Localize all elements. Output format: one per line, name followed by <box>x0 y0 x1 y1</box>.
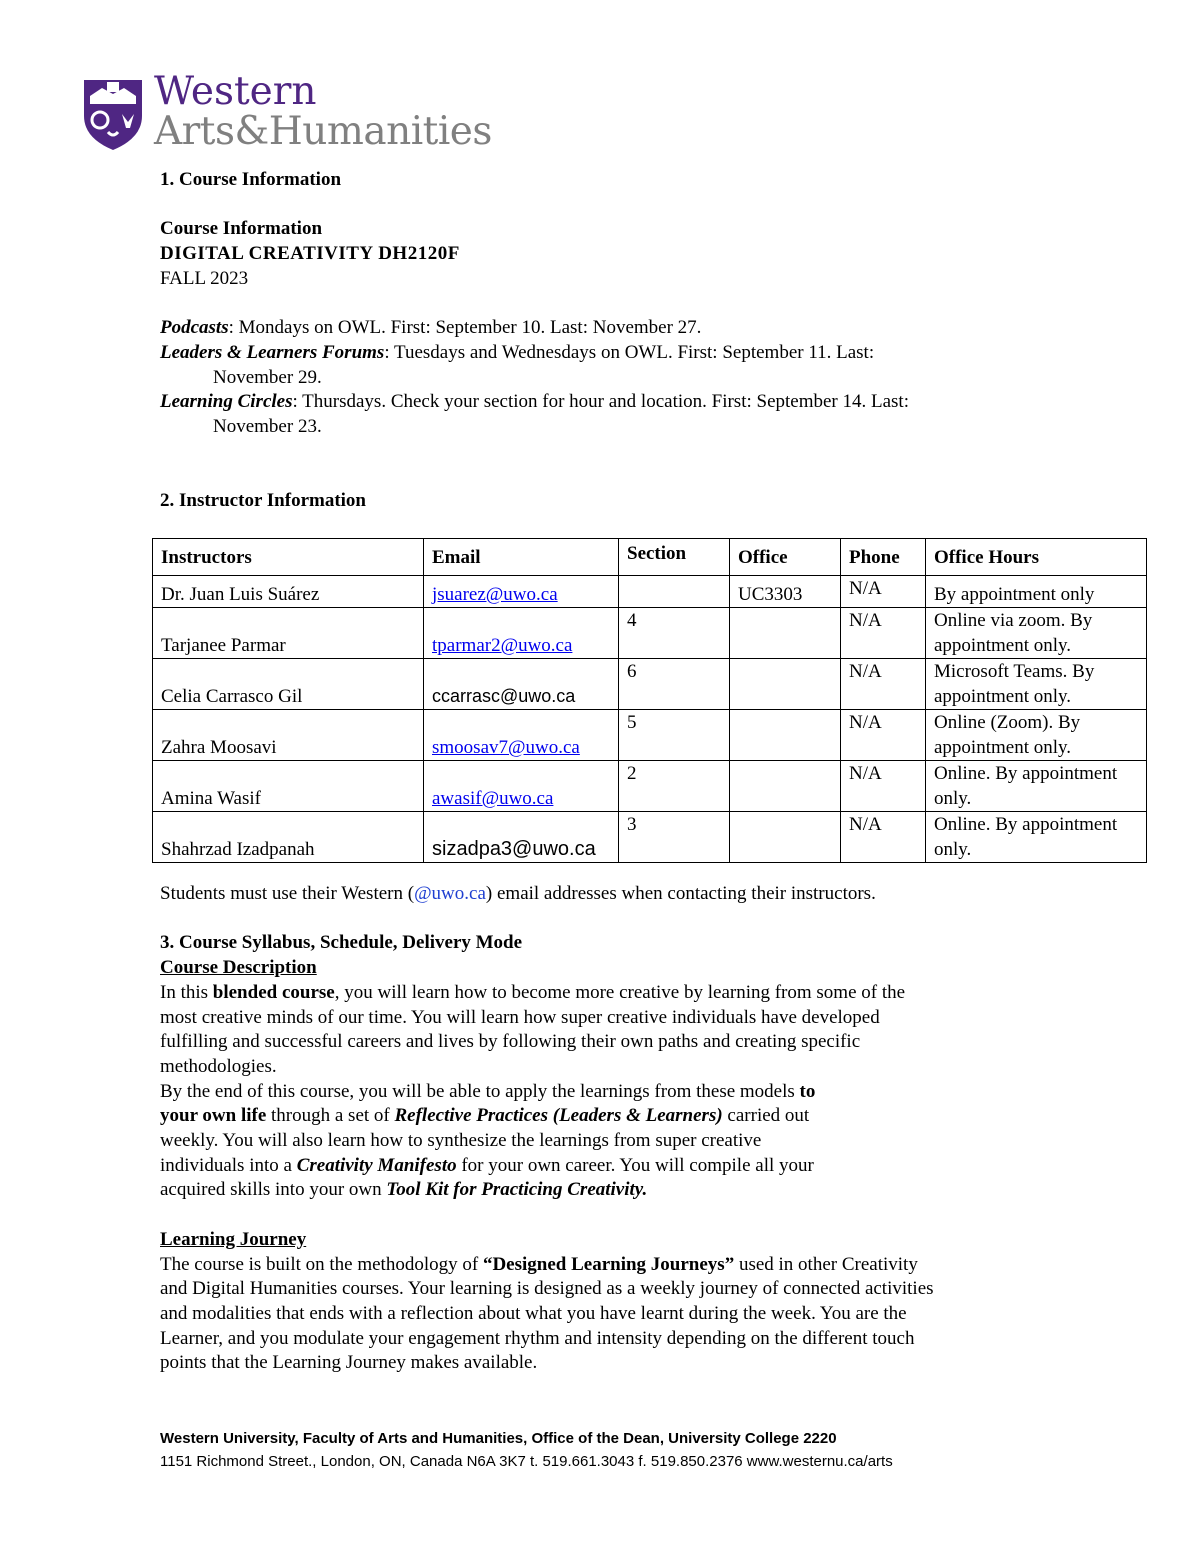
instructor-table <box>152 538 1147 863</box>
western-logo <box>80 69 510 156</box>
email-note <box>160 882 1150 907</box>
text: carried out <box>722 1105 810 1127</box>
instructor-section: 2 <box>619 761 730 812</box>
table-row <box>153 608 1147 659</box>
paragraph-line: and modalities that ends with a reflection about what you have learnt during the week. You are the <box>160 1302 907 1324</box>
table-header-row <box>153 539 1147 576</box>
logo-western-text: Western <box>154 69 317 114</box>
schedule-label: Podcasts <box>160 317 229 339</box>
bold-text: to <box>799 1080 816 1102</box>
instructor-office <box>730 710 841 761</box>
instructor-name: Celia Carrasco Gil <box>153 659 424 710</box>
instructor-phone: N/A <box>841 659 926 710</box>
email-link[interactable]: tparmar2@uwo.ca <box>432 635 573 656</box>
column-header: Email <box>424 539 619 576</box>
instructor-name: Zahra Moosavi <box>153 710 424 761</box>
instructor-section <box>619 576 730 608</box>
section3-heading: 3. Course Syllabus, Schedule, Delivery Mode <box>160 932 523 954</box>
text: through a set of <box>266 1105 395 1127</box>
paragraph-line: points that the Learning Journey makes available. <box>160 1352 538 1374</box>
paragraph-line <box>160 981 1150 1006</box>
instructor-phone: N/A <box>841 710 926 761</box>
note-email: @uwo.ca <box>414 883 486 904</box>
instructor-email <box>424 576 619 608</box>
instructor-hours: Online via zoom. By appointment only. <box>926 608 1147 659</box>
bold-italic-text: Tool Kit for Practicing Creativity. <box>386 1179 648 1201</box>
bold-italic-text: Creativity Manifesto <box>296 1154 457 1176</box>
learning-journey-heading: Learning Journey <box>160 1228 307 1250</box>
instructor-phone: N/A <box>841 576 926 608</box>
document-body-continued <box>160 882 1150 1376</box>
bold-italic-text: Reflective Practices (Leaders & Learners) <box>394 1105 723 1127</box>
instructor-name: Dr. Juan Luis Suárez <box>153 576 424 608</box>
text: The course is built on the methodology of <box>160 1253 483 1275</box>
instructor-section: 6 <box>619 659 730 710</box>
table-row <box>153 576 1147 608</box>
instructor-phone: N/A <box>841 761 926 812</box>
paragraph-line: fulfilling and successful careers and lives by following their own paths and creating specific <box>160 1031 861 1053</box>
paragraph-line: weekly. You will also learn how to synthesize the learnings from super creative <box>160 1130 762 1152</box>
column-header: Office <box>730 539 841 576</box>
schedule-label: Learning Circles <box>160 391 293 413</box>
instructor-name: Amina Wasif <box>153 761 424 812</box>
instructor-email: sizadpa3@uwo.ca <box>424 812 619 863</box>
column-header: Instructors <box>153 539 424 576</box>
paragraph-line <box>160 1080 1150 1105</box>
bold-text: blended course <box>212 981 335 1003</box>
text: used in other Creativity <box>734 1253 918 1275</box>
schedule-podcasts <box>160 316 1150 341</box>
paragraph-line <box>160 1178 1150 1203</box>
schedule-label: Leaders & Learners Forums <box>160 341 385 363</box>
instructor-name: Tarjanee Parmar <box>153 608 424 659</box>
paragraph-line <box>160 1154 1150 1179</box>
instructor-email <box>424 710 619 761</box>
instructor-name: Shahrzad Izadpanah <box>153 812 424 863</box>
instructor-hours: Online. By appointment only. <box>926 812 1147 863</box>
email-link[interactable]: awasif@uwo.ca <box>432 788 554 809</box>
course-name: DIGITAL CREATIVITY DH2120F <box>160 243 460 265</box>
instructor-hours: Microsoft Teams. By appointment only. <box>926 659 1147 710</box>
table-row <box>153 761 1147 812</box>
instructor-phone: N/A <box>841 608 926 659</box>
column-header: Phone <box>841 539 926 576</box>
schedule-continuation: November 29. <box>213 366 322 388</box>
paragraph-line: and Digital Humanities courses. Your learning is designed as a weekly journey of connected activities <box>160 1278 934 1300</box>
section1-heading: 1. Course Information <box>160 169 342 190</box>
instructor-section: 4 <box>619 608 730 659</box>
instructor-office: UC3303 <box>730 576 841 608</box>
paragraph-line <box>160 1104 1150 1129</box>
column-header: Section <box>619 539 730 576</box>
paragraph-line: methodologies. <box>160 1055 277 1077</box>
text: for your own career. You will compile all your <box>456 1154 814 1176</box>
text: , you will learn how to become more creative by learning from some of the <box>334 981 906 1003</box>
table-row <box>153 659 1147 710</box>
instructor-office <box>730 812 841 863</box>
schedule-continuation: November 23. <box>213 416 322 437</box>
bold-text: “Designed Learning Journeys” <box>482 1253 735 1275</box>
paragraph-line <box>160 1253 1150 1278</box>
course-term: FALL 2023 <box>160 267 249 289</box>
instructor-office <box>730 659 841 710</box>
page-footer <box>160 1427 893 1473</box>
instructor-hours: Online (Zoom). By appointment only. <box>926 710 1147 761</box>
bold-text: your own life <box>160 1105 267 1127</box>
note-text: ) email addresses when contacting their instructors. <box>485 883 876 904</box>
course-description-heading: Course Description <box>160 957 317 979</box>
logo-faculty-text: Arts&Humanities <box>154 109 492 154</box>
document-body <box>160 168 1150 514</box>
instructor-phone: N/A <box>841 812 926 863</box>
column-header: Office Hours <box>926 539 1147 576</box>
schedule-text: : Thursdays. Check your section for hour and location. First: September 14. Last: <box>292 391 909 413</box>
instructor-email <box>424 608 619 659</box>
text: In this <box>160 981 213 1003</box>
footer-address-line2: 1151 Richmond Street., London, ON, Canada N6A 3K7 t. 519.661.3043 f. 519.850.2376 www.westernu.ca/arts <box>160 1453 893 1470</box>
schedule-forums <box>160 341 1150 366</box>
table-row <box>153 812 1147 863</box>
instructor-hours: Online. By appointment only. <box>926 761 1147 812</box>
schedule-circles <box>160 390 1150 415</box>
section2-heading: 2. Instructor Information <box>160 490 367 512</box>
schedule-text: : Mondays on OWL. First: September 10. Last: November 27. <box>228 317 702 339</box>
table-row <box>153 710 1147 761</box>
instructor-hours: By appointment only <box>926 576 1147 608</box>
note-text: Students must use their Western ( <box>160 883 415 904</box>
instructor-section: 5 <box>619 710 730 761</box>
instructor-office <box>730 608 841 659</box>
text: individuals into a <box>160 1154 297 1176</box>
text: acquired skills into your own <box>160 1179 387 1201</box>
instructor-email <box>424 761 619 812</box>
text: By the end of this course, you will be able to apply the learnings from these models <box>160 1080 800 1102</box>
instructor-office <box>730 761 841 812</box>
paragraph-line: Learner, and you modulate your engagement rhythm and intensity depending on the different touch <box>160 1327 915 1349</box>
email-link[interactable]: smoosav7@uwo.ca <box>432 737 580 758</box>
schedule-text: : Tuesdays and Wednesdays on OWL. First: September 11. Last: <box>384 341 875 363</box>
footer-address-line1: Western University, Faculty of Arts and Humanities, Office of the Dean, University College 2220 <box>160 1430 837 1447</box>
paragraph-line: most creative minds of our time. You will learn how super creative individuals have developed <box>160 1006 880 1028</box>
email-link[interactable]: jsuarez@uwo.ca <box>432 584 558 605</box>
western-crest-icon <box>80 76 146 152</box>
instructor-section: 3 <box>619 812 730 863</box>
course-info-subheading: Course Information <box>160 218 323 240</box>
instructor-email: ccarrasc@uwo.ca <box>424 659 619 710</box>
